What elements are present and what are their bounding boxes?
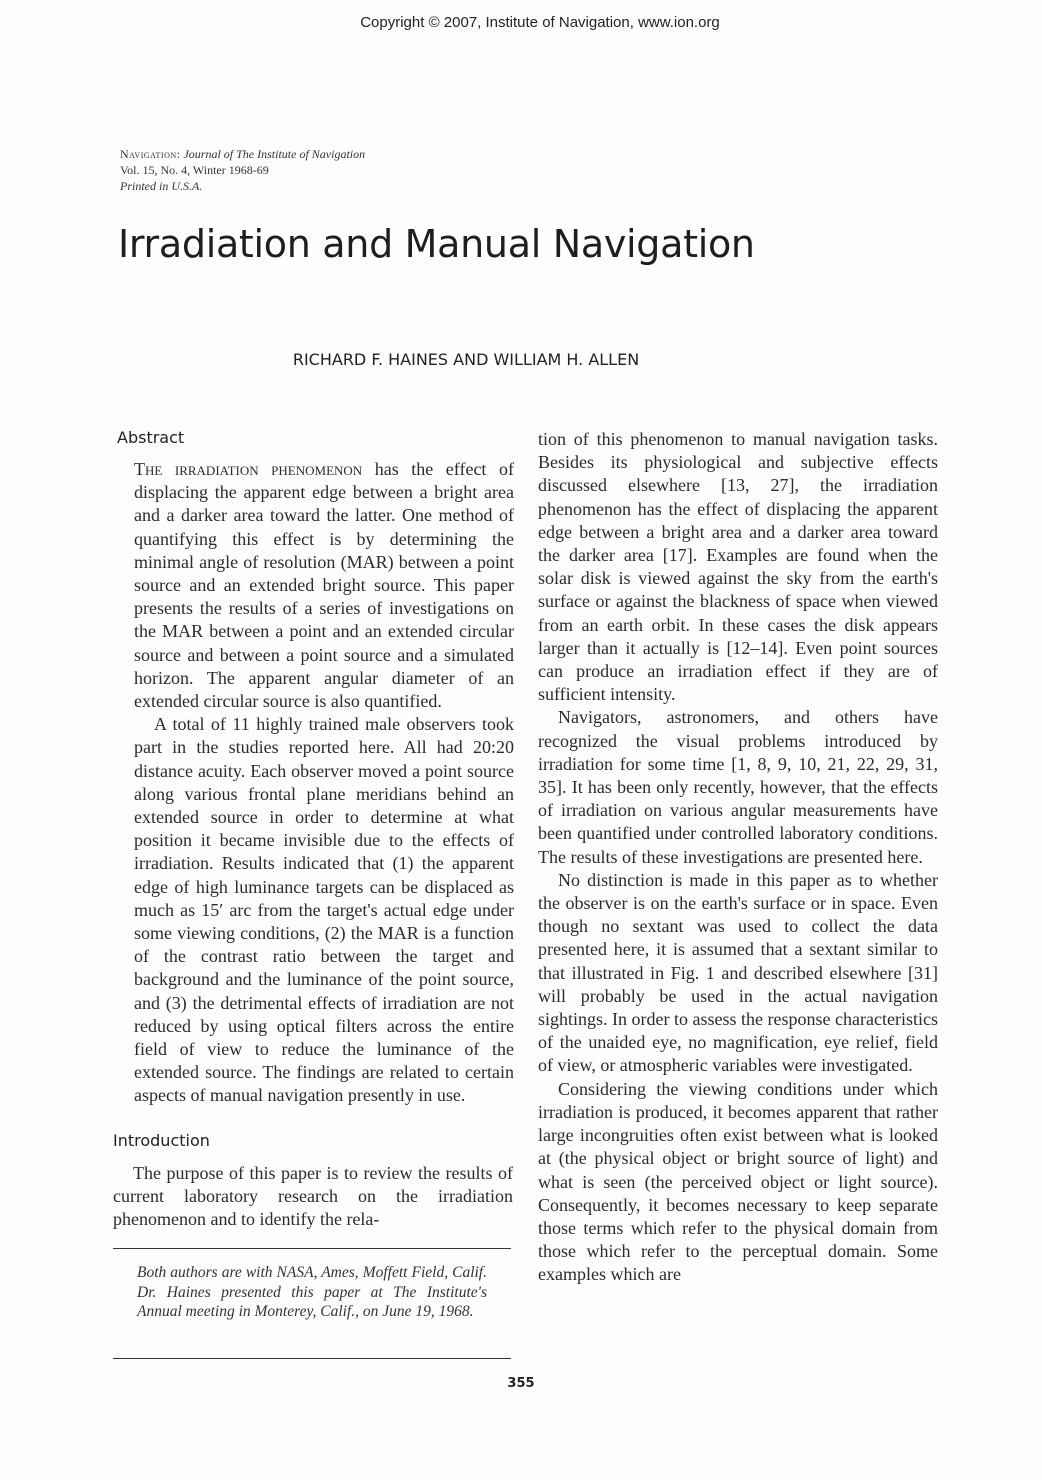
journal-volume: Vol. 15, No. 4, Winter 1968-69	[120, 163, 269, 177]
right-paragraph-2: Navigators, astronomers, and others have recognized the visual problems introduced by irradiation for some time [1, 8, 9, 10, 21, 22, 29, 31, 35]. It has been only recently, however, that the effects of irradiation on various angular measurements have been quantified under controlled laboratory conditions. The results of these investigations are presented here.	[538, 707, 938, 867]
abstract-paragraph-1	[134, 458, 514, 713]
journal-printed: Printed in U.S.A.	[120, 179, 203, 193]
paper-authors: RICHARD F. HAINES AND WILLIAM H. ALLEN	[292, 350, 640, 369]
right-paragraph-4: Considering the viewing conditions under which irradiation is produced, it becomes apparent that rather large incongruities often exist between what is looked at (the physical object or bright source of light) and what is seen (the perceived object or light source). Consequently, it becomes necessary to keep separate those terms which refer to the physical domain from those which refer to the perceptual domain. Some examples which are	[538, 1078, 938, 1285]
introduction-body	[113, 1162, 513, 1232]
journal-name-line	[120, 146, 365, 162]
footnote-rule-top	[113, 1248, 511, 1249]
introduction-heading: Introduction	[113, 1131, 210, 1150]
abstract-paragraph-2: A total of 11 highly trained male observers took part in the studies reported here. All had 20:20 distance acuity. Each observer moved a point source along various frontal plane meridians behind an extended source in order to determine at what position it became invisible due to the effects of irradiation. Results indicated that (1) the apparent edge of high luminance targets can be displaced as much as 15′ arc from the target's actual edge under some viewing conditions, (2) the MAR is a function of the contrast ratio between the target and background and the luminance of the point source, and (3) the detrimental effects of irradiation are not reduced by using optical filters across the entire field of view to reduce the luminance of the extended source. The findings are related to certain aspects of manual navigation presently in use.	[134, 714, 514, 1106]
abstract-heading: Abstract	[117, 428, 185, 447]
abstract-lead: The irradiation phenomenon	[134, 459, 363, 479]
page-number: 355	[507, 1376, 535, 1391]
copyright-notice: Copyright © 2007, Institute of Navigation, www.ion.org	[360, 14, 720, 31]
journal-name: Journal of The Institute of Navigation	[183, 147, 366, 161]
paper-title: Irradiation and Manual Navigation	[118, 222, 755, 266]
journal-info	[120, 146, 365, 194]
introduction-paragraph-1: The purpose of this paper is to review the results of current laboratory research on the irradiation phenomenon and to identify the rela-	[113, 1163, 513, 1230]
right-paragraph-3: No distinction is made in this paper as to whether the observer is on the earth's surface or in space. Even though no sextant was used to collect the data presented here, it is assumed that a sextant similar to that illustrated in Fig. 1 and described elsewhere [31] will probably be used in the actual navigation sightings. In order to assess the response characteristics of the unaided eye, no magnification, eye relief, field of view, or atmospheric variables were investigated.	[538, 869, 938, 1076]
author-footnote: Both authors are with NASA, Ames, Moffett Field, Calif. Dr. Haines presented this paper at The Institute's Annual meeting in Monterey, Calif., on June 19, 1968.	[137, 1264, 487, 1321]
right-paragraph-1: tion of this phenomenon to manual navigation tasks. Besides its physiological and subjective effects discussed elsewhere [13, 27], the irradiation phenomenon has the effect of displacing the apparent edge between a bright area and a darker area toward the darker area [17]. Examples are found when the solar disk is viewed against the sky from the earth's surface or against the blackness of space when viewed from an earth orbit. In these cases the disk appears larger than it actually is [12–14]. Even point sources can produce an irradiation effect if they are of sufficient intensity.	[538, 429, 938, 705]
footnote-rule-bottom	[113, 1358, 511, 1359]
abstract-body	[134, 458, 514, 1108]
right-column-body	[538, 428, 938, 1287]
journal-name-sc: Navigation:	[120, 147, 181, 161]
abstract-p1-text: has the effect of displacing the apparent edge between a bright area and a darker area toward the latter. One method of quantifying this effect is by determining the minimal angle of resolution (MAR) between a point source and an extended bright source. This paper presents the results of a series of investigations on the MAR between a point and an extended circular source and between a point source and a simulated horizon. The apparent angular diameter of an extended circular source is also quantified.	[134, 459, 514, 712]
